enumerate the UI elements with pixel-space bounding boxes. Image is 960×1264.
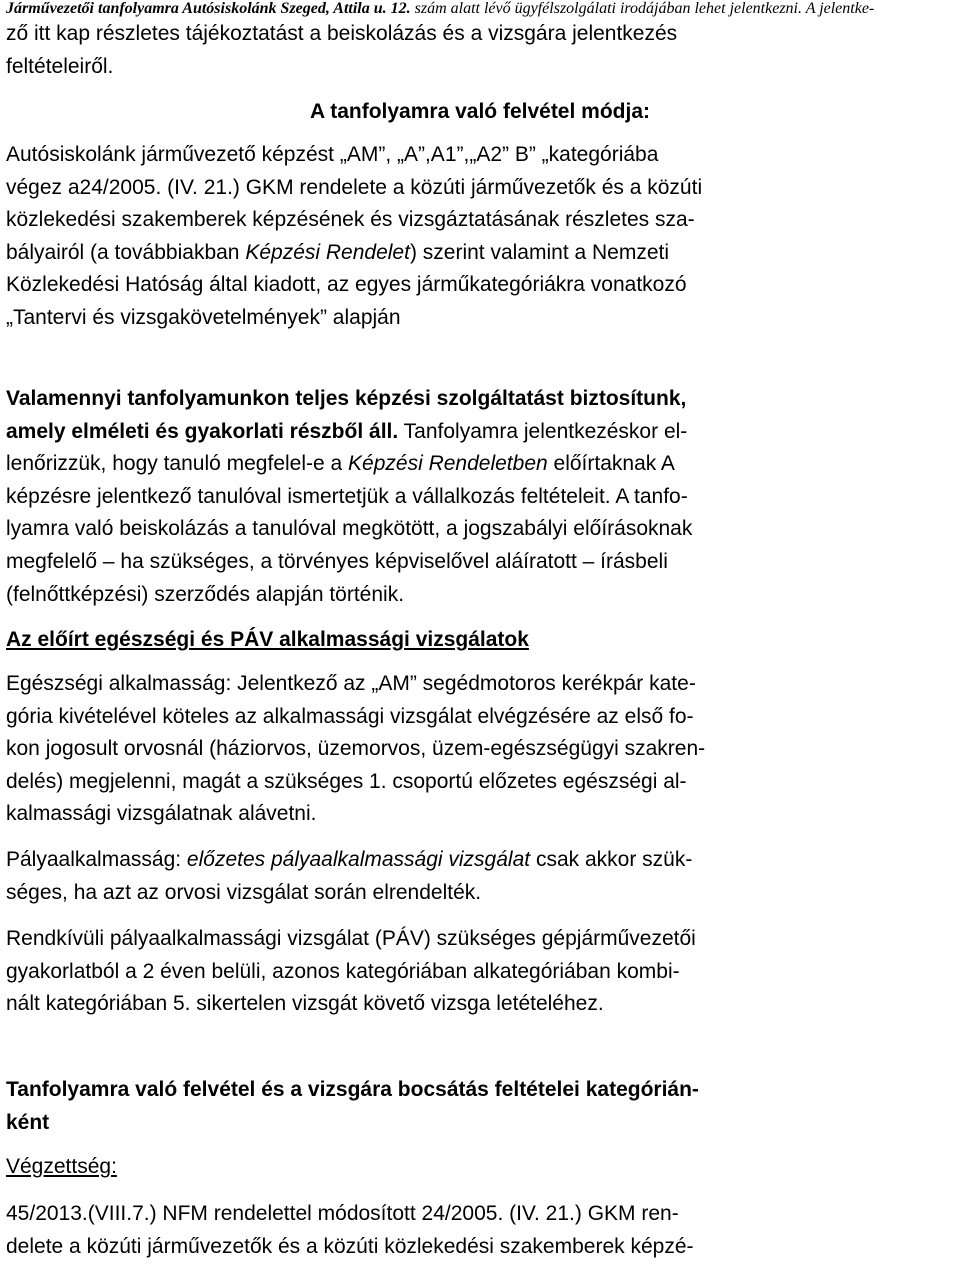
intro-line: ző itt kap részletes tájékoztatást a beiskolázás és a vizsgára jelentkezés — [6, 22, 678, 45]
career-paragraph — [6, 844, 946, 909]
admission-line: végez a24/2005. (IV. 21.) GKM rendelete a közúti járművezetők és a közúti — [6, 175, 703, 199]
text-run: Pályaalkalmasság: — [6, 848, 187, 871]
extra-exam-line: Rendkívüli pályaalkalmassági vizsgálat (PÁV) szükséges gépjárművezetői — [6, 927, 696, 950]
text-run: bályairól (a továbbiakban — [6, 240, 246, 264]
text-run: Tanfolyamra jelentkezéskor el- — [398, 419, 688, 443]
services-line: képzésre jelentkező tanulóval ismertetjük a vállalkozás feltételeit. A tanfo- — [6, 484, 688, 508]
services-line: lyamra való beiskolázás a tanulóval megkötött, a jogszabályi előírásoknak — [6, 517, 693, 541]
health-line: delés) megjelenni, magát a szükséges 1. csoportú előzetes egészségi al- — [6, 769, 687, 793]
career-line — [6, 844, 946, 877]
extra-exam-paragraph — [6, 923, 946, 1021]
services-line: megfelelő – ha szükséges, a törvényes képviselővel aláíratott – írásbeli — [6, 549, 668, 573]
education-label-block — [6, 1151, 946, 1184]
conditions-heading-line: ként — [6, 1110, 50, 1134]
italic-run: Képzési Rendelet — [245, 240, 410, 264]
health-line: kalmassági vizsgálatnak alávetni. — [6, 802, 317, 826]
bold-run: Valamennyi tanfolyamunkon teljes képzési szolgáltatást biztosítunk, — [6, 387, 687, 410]
health-line: Egészségi alkalmasság: Jelentkező az „AM” segédmotoros kerékpár kate- — [6, 672, 696, 695]
section-heading-conditions — [6, 1074, 946, 1139]
extra-exam-line: nált kategóriában 5. sikertelen vizsgát követő vizsga letételéhez. — [6, 992, 604, 1016]
services-line — [6, 416, 946, 449]
services-paragraph — [6, 383, 946, 611]
education-label: Végzettség: — [6, 1155, 117, 1178]
health-paragraph — [6, 668, 946, 831]
header-bold: Járművezetői tanfolyamra Autósiskolánk Szeged, Attila u. 12. — [6, 0, 411, 17]
extra-exam-line: gyakorlatból a 2 éven belüli, azonos kategóriában alkategóriában kombi- — [6, 959, 680, 983]
bold-run: amely elméleti és gyakorlati részből áll. — [6, 419, 399, 443]
education-line: delete a közúti járművezetők és a közúti közlekedési szakemberek képzé- — [6, 1234, 694, 1258]
admission-line: Autósiskolánk járművezető képzést „AM”, „A”,A1”,„A2” B” „kategóriába — [6, 143, 659, 166]
section-heading-medical — [6, 624, 946, 657]
services-line — [6, 448, 946, 481]
career-line: séges, ha azt az orvosi vizsgálat során elrendelték. — [6, 880, 482, 904]
text-run: előírtaknak A — [547, 452, 675, 476]
services-line — [6, 383, 946, 416]
admission-line: közlekedési szakemberek képzésének és vizsgáztatásának részletes sza- — [6, 208, 695, 232]
header-line — [6, 0, 958, 18]
section-heading-admission: A tanfolyamra való felvétel módja: — [310, 100, 650, 123]
services-line: (felnőttképzési) szerződés alapján történik. — [6, 582, 405, 606]
text-run: ) szerint valamint a Nemzeti — [409, 240, 670, 264]
intro-paragraph — [6, 18, 946, 83]
text-run: csak akkor szük- — [530, 848, 693, 871]
education-line: 45/2013.(VIII.7.) NFM rendelettel módosított 24/2005. (IV. 21.) GKM ren- — [6, 1202, 679, 1225]
admission-line: „Tantervi és vizsgakövetelmények” alapján — [6, 305, 401, 329]
italic-run: Képzési Rendeletben — [348, 452, 548, 476]
text-run: lenőrizzük, hogy tanuló megfelel-e a — [6, 452, 349, 476]
medical-heading-text: Az előírt egészségi és PÁV alkalmassági vizsgálatok — [6, 628, 529, 651]
health-line: gória kivételével köteles az alkalmassági vizsgálat elvégzésére az első fo- — [6, 704, 694, 728]
admission-paragraph — [6, 139, 946, 335]
education-paragraph — [6, 1198, 946, 1263]
health-line: kon jogosult orvosnál (háziorvos, üzemorvos, üzem-egészségügyi szakren- — [6, 737, 706, 761]
header-rest: szám alatt lévő ügyfélszolgálati irodájában lehet jelentkezni. A jelentke- — [410, 0, 875, 17]
admission-line — [6, 237, 946, 270]
conditions-heading-line: Tanfolyamra való felvétel és a vizsgára bocsátás feltételei kategórián- — [6, 1078, 699, 1101]
intro-line: feltételeiről. — [6, 54, 114, 78]
admission-line: Közlekedési Hatóság által kiadott, az egyes járműkategóriákra vonatkozó — [6, 273, 687, 297]
italic-run: előzetes pályaalkalmassági vizsgálat — [186, 848, 531, 871]
